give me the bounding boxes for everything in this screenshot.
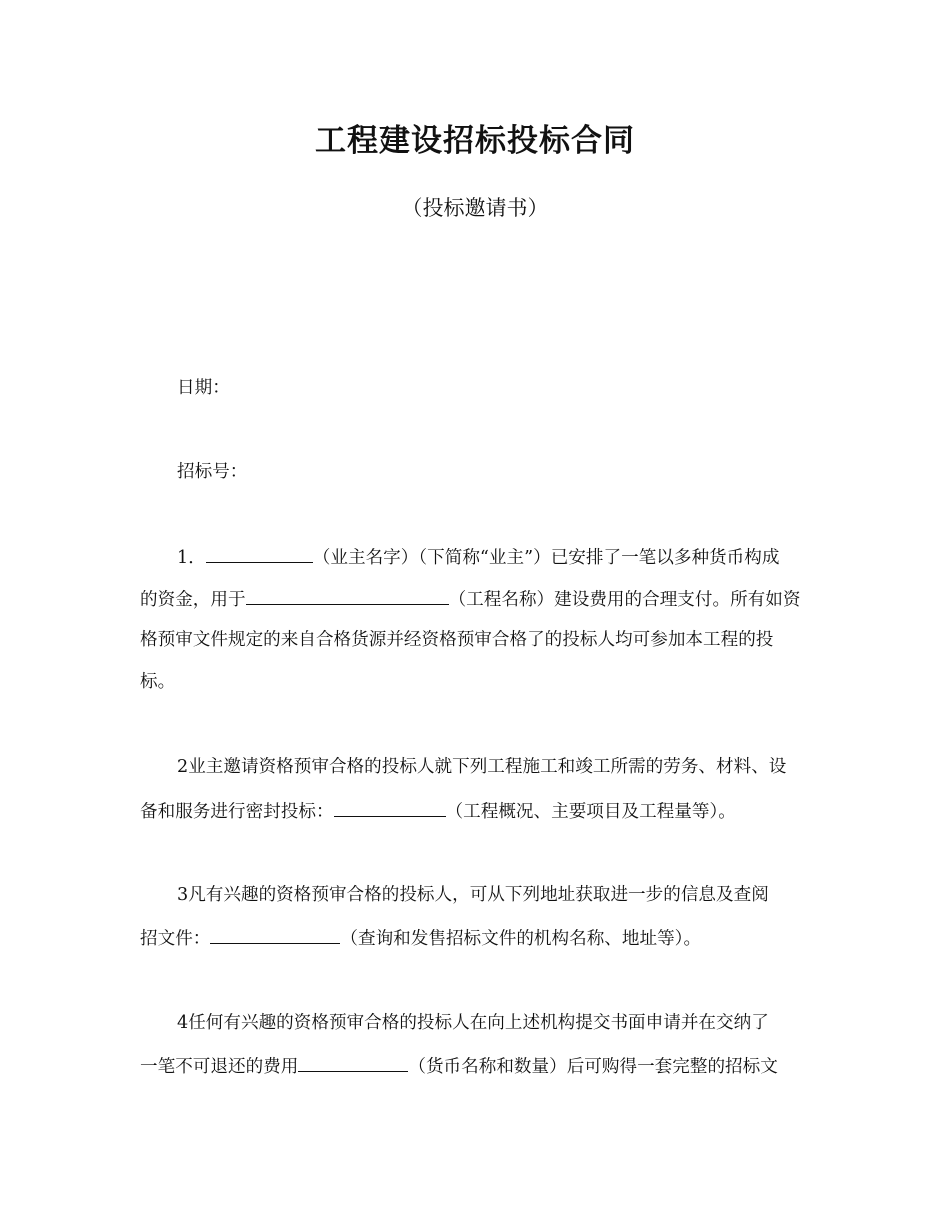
p1-line-1 xyxy=(177,544,779,570)
bid-number-label: 招标号： xyxy=(177,462,248,482)
p4-text: 一笔不可退还的费用 xyxy=(140,1057,299,1077)
p2-line-1: 2业主邀请资格预审合格的投标人就下列工程施工和竣工所需的劳务、材料、设 xyxy=(177,757,787,777)
p3-text: 招文件： xyxy=(140,929,211,949)
p1-line-3: 格预审文件规定的来自合格货源并经资格预审合格了的投标人均可参加本工程的投 xyxy=(140,630,774,650)
p1-number: 1． xyxy=(177,548,206,568)
p3-text: （查询和发售招标文件的机构名称、地址等）。 xyxy=(340,929,702,949)
project-name-blank xyxy=(246,586,449,605)
p2-text: （工程概况、主要项目及工程量等）。 xyxy=(445,802,736,822)
p4-text: （货币名称和数量）后可购得一套完整的招标文 xyxy=(408,1057,778,1077)
p4-line-1: 4任何有兴趣的资格预审合格的投标人在向上述机构提交书面申请并在交纳了 xyxy=(177,1013,769,1033)
agency-blank xyxy=(210,925,340,944)
p2-line-2 xyxy=(140,798,736,824)
p1-text: 的资金，用于 xyxy=(140,590,246,610)
p1-text: （工程名称）建设费用的合理支付。所有如资 xyxy=(448,590,801,610)
owner-name-blank xyxy=(206,544,313,563)
document-title: 工程建设招标投标合同 xyxy=(315,123,635,159)
project-overview-blank xyxy=(334,798,446,817)
p4-line-2 xyxy=(140,1053,778,1079)
p2-text: 备和服务进行密封投标： xyxy=(140,802,334,822)
fee-blank xyxy=(298,1053,408,1072)
p3-line-1: 3凡有兴趣的资格预审合格的投标人，可从下列地址获取进一步的信息及查阅 xyxy=(177,885,769,905)
p1-text: （业主名字）（下简称“业主”）已安排了一笔以多种货币构成 xyxy=(312,548,780,568)
document-subtitle: （投标邀请书） xyxy=(401,196,549,220)
date-label: 日期： xyxy=(177,378,230,398)
p1-line-2 xyxy=(140,586,800,612)
p3-line-2 xyxy=(140,925,701,951)
p1-line-4: 标。 xyxy=(140,672,176,692)
